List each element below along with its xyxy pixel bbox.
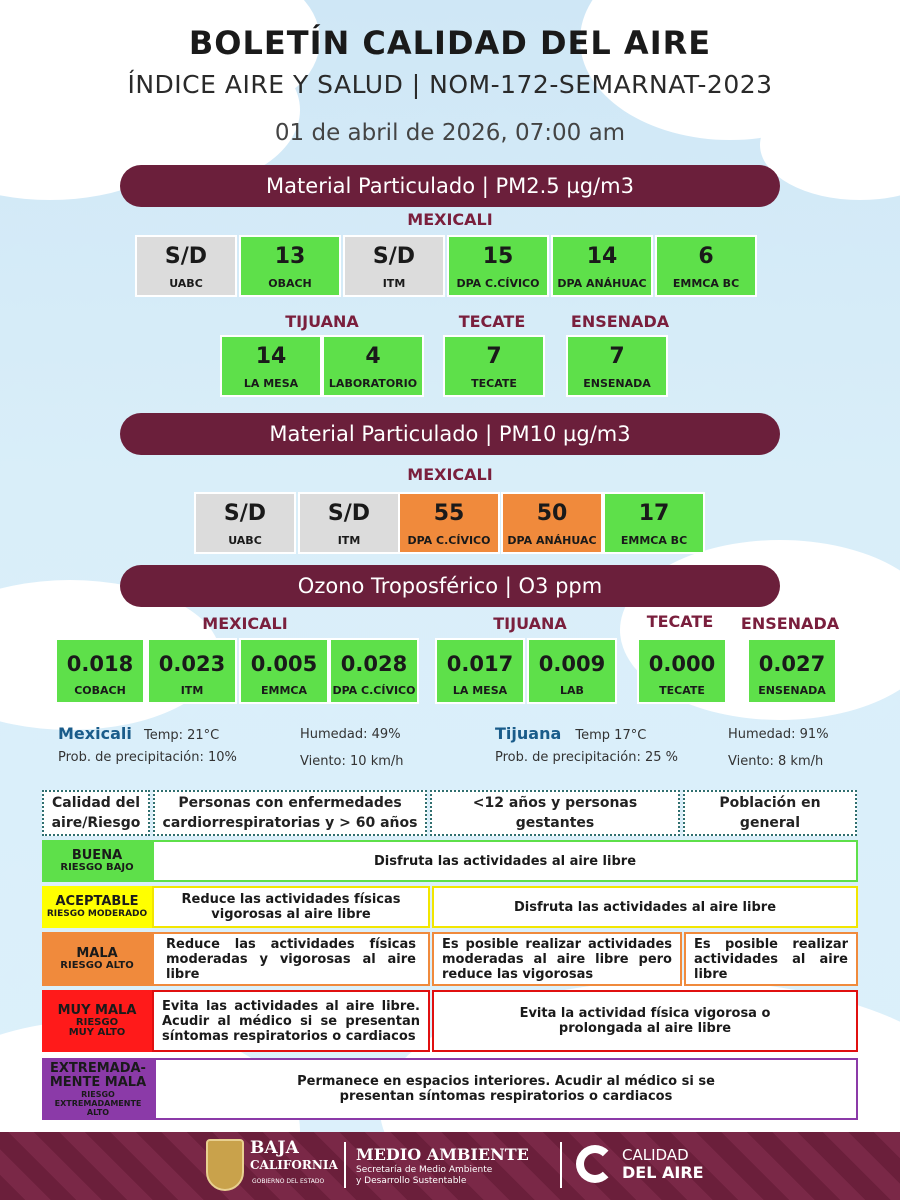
footer-separator — [344, 1142, 346, 1188]
pm25-station-tile — [443, 335, 545, 397]
station-value: 17 — [638, 501, 670, 526]
pm25-station-tile — [220, 335, 322, 397]
pm10-mexicali-label: MEXICALI — [407, 465, 493, 484]
pm25-station-tile — [447, 235, 549, 297]
weather-wind: Viento: 8 km/h — [728, 754, 824, 769]
weather-city: Tijuana — [495, 724, 562, 743]
o3-tecate-label: TECATE — [646, 612, 714, 631]
o3-station-tile — [527, 638, 617, 704]
risk-level-sub: RIESGO MUY ALTO — [68, 1017, 126, 1038]
risk-level-label: ACEPTABLE — [55, 894, 139, 909]
o3-station-tile — [435, 638, 525, 704]
o3-station-tile — [55, 638, 145, 704]
station-value: 13 — [274, 244, 306, 269]
station-name: OBACH — [268, 277, 312, 290]
station-value: 0.018 — [66, 652, 134, 676]
bulletin-subtitle: ÍNDICE AIRE Y SALUD | NOM-172-SEMARNAT-2023 — [127, 70, 773, 99]
pm25-station-tile — [322, 335, 424, 397]
risk-level-very-bad — [42, 990, 152, 1052]
station-name: DPA C.CÍVICO — [407, 534, 491, 547]
weather-wind: Viento: 10 km/h — [300, 754, 404, 769]
risk-advice-cell: Es posible realizar actividades al aire libre — [684, 932, 858, 986]
station-name: ITM — [180, 684, 204, 697]
station-name: ITM — [337, 534, 361, 547]
station-name: ENSENADA — [758, 684, 826, 697]
footer-bc-line2: CALIFORNIA — [250, 1158, 338, 1172]
weather-temp: Temp 17°C — [575, 728, 647, 743]
station-value: 7 — [486, 344, 502, 369]
pm25-ensenada-label: ENSENADA — [570, 312, 670, 331]
risk-level-sub: RIESGO MODERADO — [46, 909, 148, 919]
o3-station-tile — [329, 638, 419, 704]
risk-advice-cell: Evita las actividades al aire libre. Acudir al médico si se presentan síntomas respiratorios o cardiacos — [152, 990, 430, 1052]
station-name: UABC — [228, 534, 262, 547]
weather-humidity: Humedad: 91% — [728, 727, 829, 742]
station-value: 14 — [255, 344, 287, 369]
station-name: LABORATORIO — [328, 377, 418, 390]
risk-level-label: MUY MALA — [57, 1003, 137, 1018]
station-value: 55 — [433, 501, 465, 526]
station-value: 4 — [365, 344, 381, 369]
bulletin-datetime: 01 de abril de 2026, 07:00 am — [274, 120, 626, 146]
o3-banner: Ozono Troposférico | O3 ppm — [120, 565, 780, 607]
pm25-station-tile — [343, 235, 445, 297]
o3-station-tile — [637, 638, 727, 704]
risk-level-label: MALA — [76, 946, 118, 961]
calidad-aire-logo-icon — [576, 1145, 614, 1183]
table-header-risk: Calidad del aire/Riesgo — [42, 790, 150, 836]
o3-station-tile — [747, 638, 837, 704]
station-name: DPA ANÁHUAC — [507, 534, 597, 547]
footer-separator — [560, 1142, 562, 1188]
o3-station-tile — [147, 638, 237, 704]
table-header-cardio: Personas con enfermedades cardiorrespiratorias y > 60 años — [153, 790, 427, 836]
station-value: S/D — [164, 244, 208, 269]
weather-humidity: Humedad: 49% — [300, 727, 401, 742]
table-header-general: Población en general — [683, 790, 857, 836]
risk-level-acceptable — [42, 886, 152, 928]
risk-level-sub: RIESGO BAJO — [60, 862, 134, 873]
risk-advice-cell: Reduce las actividades físicas moderadas y vigorosas al aire libre — [152, 932, 430, 986]
station-value: S/D — [223, 501, 267, 526]
pm10-station-tile — [603, 492, 705, 554]
footer-ca-line2: DEL AIRE — [622, 1163, 704, 1182]
risk-level-bad — [42, 932, 152, 986]
risk-advice-cell: Es posible realizar actividades moderadas al aire libre pero reduce las vigorosas — [432, 932, 682, 986]
pm25-tijuana-label: TIJUANA — [285, 312, 359, 331]
footer-bc-line1: BAJA — [250, 1138, 299, 1158]
risk-level-good — [42, 840, 152, 882]
pm25-tecate-label: TECATE — [458, 312, 526, 331]
pm10-station-tile — [194, 492, 296, 554]
footer-ma-line2: y Desarrollo Sustentable — [356, 1176, 467, 1186]
weather-temp: Temp: 21°C — [143, 728, 220, 743]
o3-mexicali-label: MEXICALI — [202, 614, 288, 633]
station-value: 0.009 — [538, 652, 606, 676]
o3-ensenada-label: ENSENADA — [740, 614, 840, 633]
station-name: ENSENADA — [583, 377, 651, 390]
station-value: S/D — [327, 501, 371, 526]
pm25-station-tile — [135, 235, 237, 297]
station-name: LA MESA — [243, 377, 299, 390]
risk-advice-cell: Permanece en espacios interiores. Acudir al médico si se presentan síntomas respiratorios o cardiacos — [154, 1058, 858, 1120]
risk-advice-cell: Disfruta las actividades al aire libre — [432, 886, 858, 928]
station-value: 0.017 — [446, 652, 514, 676]
pm10-station-tile — [398, 492, 500, 554]
station-name: LA MESA — [452, 684, 508, 697]
weather-city: Mexicali — [58, 724, 132, 743]
risk-advice-cell: Reduce las actividades físicas vigorosas al aire libre — [152, 886, 430, 928]
weather-precip: Prob. de precipitación: 10% — [58, 750, 237, 765]
pm10-banner: Material Particulado | PM10 µg/m3 — [120, 413, 780, 455]
station-value: 0.000 — [648, 652, 716, 676]
o3-tijuana-label: TIJUANA — [493, 614, 567, 633]
station-value: S/D — [372, 244, 416, 269]
footer-ma-title: MEDIO AMBIENTE — [356, 1145, 529, 1164]
station-name: EMMCA BC — [620, 534, 688, 547]
station-value: 0.028 — [340, 652, 408, 676]
station-name: DPA ANÁHUAC — [557, 277, 647, 290]
risk-level-sub: RIESGO ALTO — [60, 960, 134, 971]
bulletin-title: BOLETÍN CALIDAD DEL AIRE — [188, 24, 712, 62]
pm25-station-tile — [566, 335, 668, 397]
weather-precip: Prob. de precipitación: 25 % — [495, 750, 679, 765]
footer-bc-line3: GOBIERNO DEL ESTADO — [252, 1178, 325, 1185]
station-name: TECATE — [659, 684, 705, 697]
station-value: 50 — [536, 501, 568, 526]
station-name: ITM — [382, 277, 406, 290]
station-name: EMMCA BC — [672, 277, 740, 290]
pm25-mexicali-label: MEXICALI — [407, 210, 493, 229]
footer-ca-line1: CALIDAD — [622, 1146, 689, 1164]
station-name: UABC — [169, 277, 203, 290]
station-value: 0.027 — [758, 652, 826, 676]
risk-level-label: EXTREMADA-MENTE MALA — [49, 1060, 147, 1090]
pm25-banner: Material Particulado | PM2.5 µg/m3 — [120, 165, 780, 207]
risk-advice-cell: Disfruta las actividades al aire libre — [152, 840, 858, 882]
footer-ma-line1: Secretaría de Medio Ambiente — [356, 1165, 493, 1175]
weather-tijuana-header — [495, 724, 646, 743]
risk-level-sub: RIESGO EXTREMADAMENTE ALTO — [54, 1089, 142, 1117]
station-name: EMMCA — [261, 684, 307, 697]
station-name: COBACH — [74, 684, 126, 697]
o3-station-tile — [239, 638, 329, 704]
station-value: 15 — [482, 244, 514, 269]
station-name: TECATE — [471, 377, 517, 390]
risk-level-extreme — [42, 1058, 154, 1120]
pm25-station-tile — [239, 235, 341, 297]
station-value: 7 — [609, 344, 625, 369]
pm25-station-tile — [655, 235, 757, 297]
station-name: LAB — [560, 684, 584, 697]
baja-california-shield-icon — [206, 1139, 244, 1191]
station-value: 0.005 — [250, 652, 318, 676]
table-header-children: <12 años y personas gestantes — [430, 790, 680, 836]
pm25-station-tile — [551, 235, 653, 297]
risk-advice-cell: Evita la actividad física vigorosa o prolongada al aire libre — [432, 990, 858, 1052]
station-name: DPA C.CÍVICO — [456, 277, 540, 290]
weather-mexicali-header — [58, 724, 219, 743]
station-value: 0.023 — [158, 652, 226, 676]
station-name: DPA C.CÍVICO — [332, 684, 416, 697]
pm10-station-tile — [501, 492, 603, 554]
pm10-station-tile — [298, 492, 400, 554]
station-value: 6 — [698, 244, 714, 269]
risk-level-label: BUENA — [71, 848, 123, 863]
station-value: 14 — [586, 244, 618, 269]
